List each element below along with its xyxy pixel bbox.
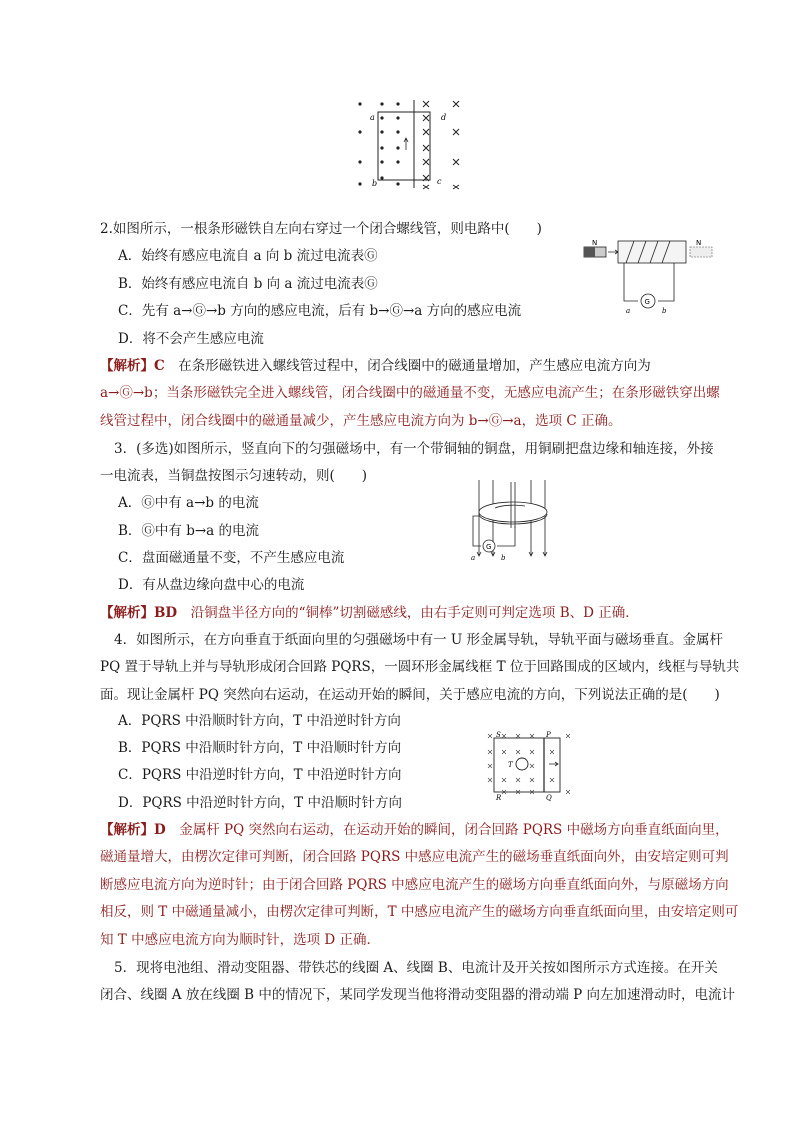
q2-analysis-line-2: a→Ⓖ→b；当条形磁铁完全进入螺线管，闭合线圈中的磁通量不变，无感应电流产生；在条形磁铁穿出螺 [100,385,720,401]
label-q: Q [546,794,552,802]
field-cross [423,145,429,151]
field-cross [550,750,554,754]
q2-option-c: C．先有 a→Ⓖ→b 方向的感应电流，后有 b→Ⓖ→a 方向的感应电流 [118,303,522,319]
figure-copper-disc [465,476,565,566]
label-c: c [437,177,442,186]
field-cross [566,734,570,738]
conducting-loop [378,112,430,180]
field-dot [380,176,383,179]
field-dot [396,130,399,133]
q3-option-c: C．盘面磁通量不变，不产生感应电流 [118,550,345,566]
field-cross [488,764,492,768]
magnet-arrow [608,250,618,254]
field-cross [566,790,570,794]
field-dot [380,102,383,105]
q3-stem-line-2: 一电流表，当铜盘按图示匀速转动，则( ) [100,468,368,484]
figure-u-rail-loop [486,728,576,802]
field-dot [380,146,383,149]
field-cross [453,185,459,189]
q2-option-d: D．将不会产生感应电流 [118,331,264,347]
field-cross [423,101,429,107]
q2-analysis-tag: 【解析】C [100,358,165,374]
q3-option-a: A．Ⓖ中有 a→b 的电流 [118,495,259,511]
field-cross [550,778,554,782]
field-dot [396,116,399,119]
field-line [477,480,481,556]
q3-analysis-line-1: 【解析】BD 沿铜盘半径方向的“铜棒”切割磁感线，由右手定则可判定选项 B、D 正确． [100,605,639,621]
field-dot [396,102,399,105]
label-a: a [626,307,631,315]
label-a: a [370,113,375,122]
field-cross [530,734,534,738]
motion-arrow [549,762,558,766]
field-dot [396,146,399,149]
field-cross [453,129,459,135]
q2-option-b: B．始终有感应电流自 b 向 a 流过电流表Ⓖ [118,276,378,292]
field-dot [358,160,361,163]
field-cross [516,750,520,754]
magnet-left-n-label: N [592,239,598,247]
label-p: P [546,731,551,739]
q3-analysis-tag: 【解析】BD [100,605,178,621]
field-dot [396,182,399,185]
field-cross [423,115,429,121]
field-cross [423,185,429,189]
field-dot [358,130,361,133]
q4-stem-line-1: 4．如图所示，在方向垂直于纸面向里的匀强磁场中有一 U 形金属导轨，导轨平面与磁场垂直。金属杆 [114,632,724,648]
loop-arrow [404,138,408,150]
field-cross [488,778,492,782]
field-cross [502,778,506,782]
label-s: S [496,731,501,739]
q3-option-d: D．有从盘边缘向盘中心的电流 [118,577,305,593]
q4-analysis-line-5: 知 T 中感应电流方向为顺时针，选项 D 正确． [100,932,380,948]
q4-analysis-line-1: 【解析】D 金属杆 PQ 突然向右运动，在运动开始的瞬间，闭合回路 PQRS 中磁场方向垂直纸面向里， [100,822,729,838]
q4-analysis-tag: 【解析】D [100,822,166,838]
q2-stem: 2.如图所示，一根条形磁铁自左向右穿过一个闭合螺线管，则电路中( ) [100,221,542,237]
magnet-right [690,247,712,257]
q5-stem-line-2: 闭合、线圈 A 放在线圈 B 中的情况下，某同学发现当他将滑动变阻器的滑动端 P 向左加速滑动时，电流计 [100,987,735,1003]
q4-stem-line-2: PQ 置于导轨上并与导轨形成闭合回路 PQRS，一圆环形金属线框 T 位于回路围成的区域内，线框与导轨共 [100,659,740,675]
q3-stem-line-1: 3．(多选)如图所示，竖直向下的匀强磁场中，有一个带铜轴的铜盘，用铜刷把盘边缘和轴连接，外接 [114,441,714,457]
field-cross [502,750,506,754]
q4-option-c: C．PQRS 中沿逆时针方向，T 中沿逆时针方向 [118,767,402,783]
q4-stem-line-3: 面。现让金属杆 PQ 突然向右运动，在运动开始的瞬间，关于感应电流的方向，下列说法正确的是( ) [100,687,720,703]
field-cross [423,159,429,165]
field-cross [453,101,459,107]
field-cross [530,778,534,782]
q4-analysis-line-2: 磁通量增大，由楞次定律可判断，闭合回路 PQRS 中感应电流产生的磁场垂直纸面向外，由安培定则可判 [100,849,729,865]
galvanometer-label: G [486,543,492,551]
galvanometer-label: G [644,298,650,306]
label-t: T [508,761,513,769]
field-cross [530,764,534,768]
field-cross [530,750,534,754]
q2-analysis-line-3: 线管过程中，闭合线圈中的磁通量减少，产生感应电流方向为 b→Ⓖ→a，选项 C 正确。 [100,413,622,429]
label-b: b [501,554,506,562]
field-dot [380,160,383,163]
field-dot [358,102,361,105]
field-cross [516,734,520,738]
field-cross [516,778,520,782]
field-dot [358,182,361,185]
field-cross [488,750,492,754]
q4-analysis-line-4: 相反，则 T 中磁通量减小，由楞次定律可判断，T 中感应电流产生的磁场方向垂直纸面向里，由安培定则可 [100,904,739,920]
q4-analysis-line-3: 断感应电流方向为逆时针；由于闭合回路 PQRS 中感应电流产生的磁场方向垂直纸面向外，与原磁场方向 [100,877,729,893]
magnet-right-n-label: N [696,239,702,247]
u-rail [494,738,560,792]
field-cross [423,129,429,135]
q2-option-a: A．始终有感应电流自 a 向 b 流过电流表Ⓖ [118,248,378,264]
field-cross [502,734,506,738]
q4-option-d: D．PQRS 中沿逆时针方向，T 中沿顺时针方向 [118,795,402,811]
label-b: b [372,179,378,188]
field-cross [453,159,459,165]
label-a: a [471,554,476,562]
field-dot [380,130,383,133]
q4-option-a: A．PQRS 中沿顺时针方向，T 中沿逆时针方向 [118,713,401,729]
figure-magnetic-field-loop [355,98,475,190]
ring-t [516,758,528,770]
q2-analysis-line-1: 【解析】C 在条形磁铁进入螺线管过程中，闭合线圈中的磁通量增加，产生感应电流方向为 [100,358,651,374]
q3-option-b: B．Ⓖ中有 b→a 的电流 [118,523,260,539]
figure-solenoid-magnet [578,235,718,317]
field-cross [488,734,492,738]
q5-stem-line-1: 5．现将电池组、滑动变阻器、带铁芯的线圈 A、线圈 B、电流计及开关按如图所示方式连接。在开关 [114,960,718,976]
field-dot [380,116,383,119]
q4-option-b: B．PQRS 中沿顺时针方向，T 中沿顺时针方向 [118,740,402,756]
label-b: b [662,307,667,315]
label-d: d [441,113,447,122]
field-dot [396,160,399,163]
solenoid [618,241,686,263]
label-r: R [496,794,502,802]
